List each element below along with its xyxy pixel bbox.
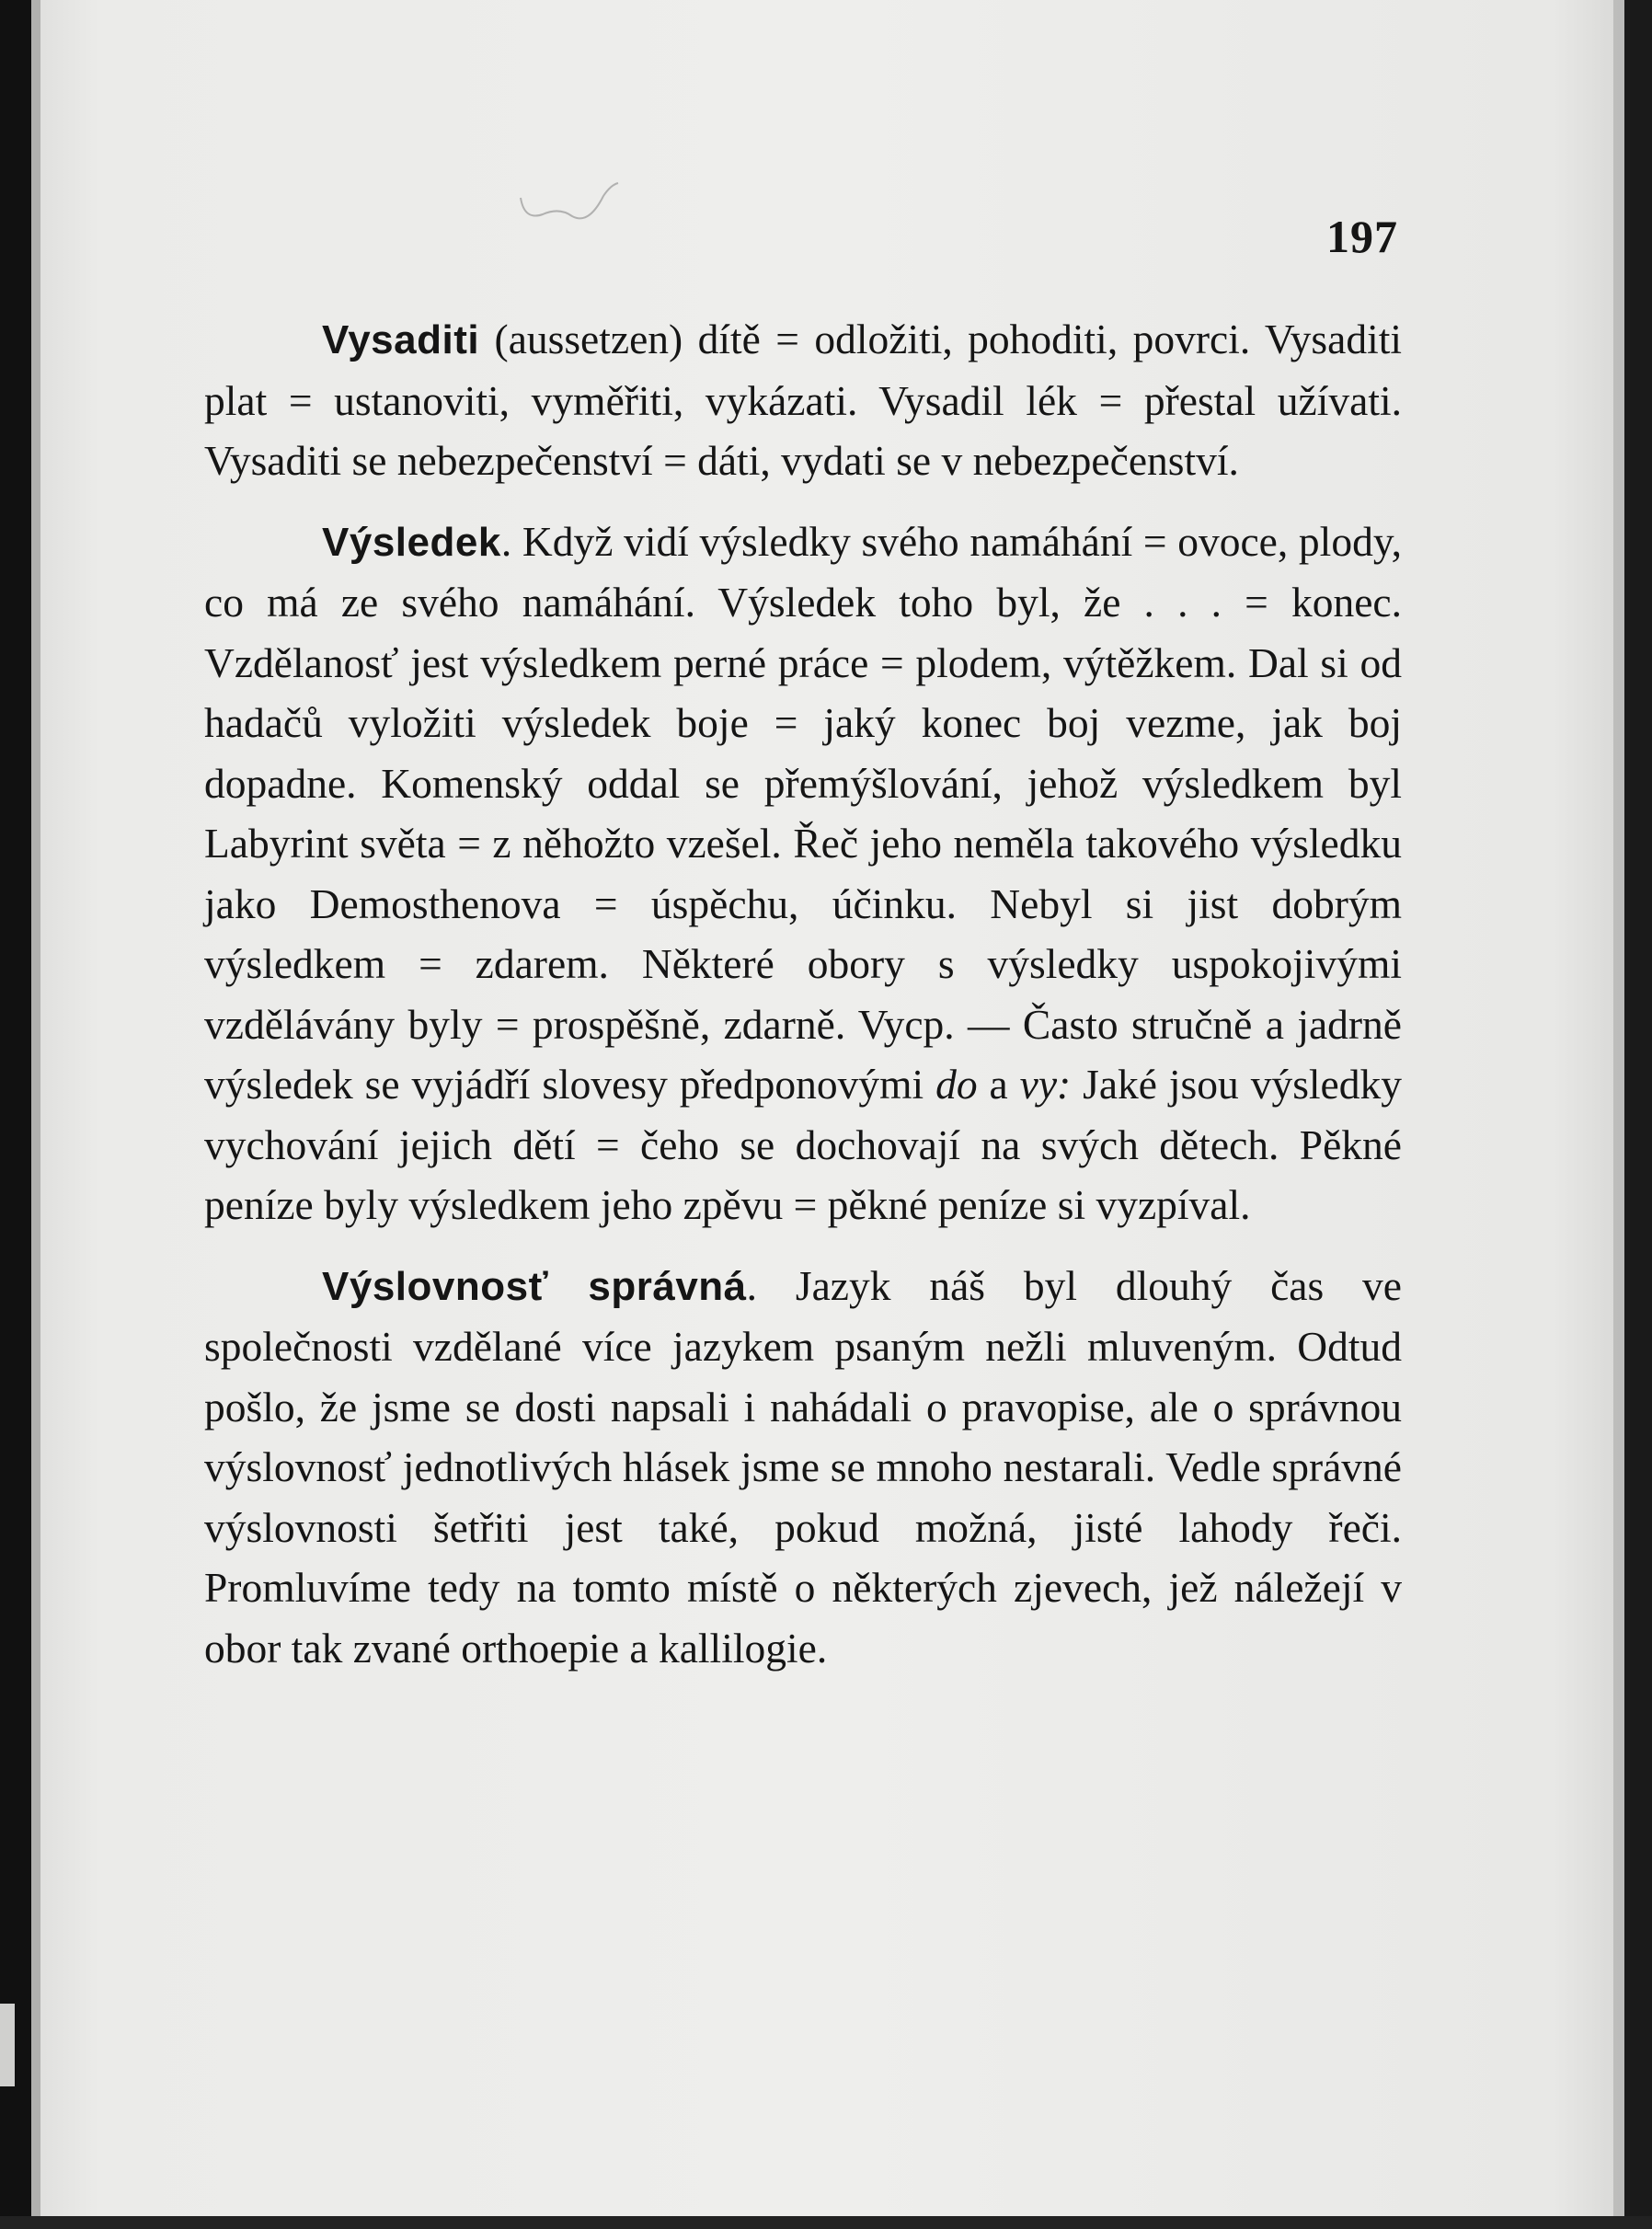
binding-shadow-left: [0, 0, 31, 2229]
page-tab-marker: [0, 2001, 15, 2089]
binding-gradient-left: [31, 0, 40, 2229]
entry-text: (aussetzen) dítě = odložiti, pohoditi, povrci. Vysaditi plat = ustanoviti, vyměřiti, vykázati. Vysadil lék = přestal užívati. Vysaditi se nebezpečenství = dáti, vydati se v nebezpečenství.: [204, 316, 1402, 484]
entry-vysaditi: [204, 309, 1402, 491]
italic-prefix-vy: vy:: [1019, 1061, 1072, 1108]
pencil-smudge: [515, 170, 644, 235]
entry-text-joiner: a: [977, 1061, 1020, 1108]
page-gradient-right: [1613, 0, 1624, 2229]
entry-text: . Jazyk náš byl dlouhý čas ve společnosti vzdělané více jazykem psaným nežli mluveným. Odtud pošlo, že jsme se dosti napsali i nahádali o pravopise, ale o správnou výslovnosť jednotlivých hlásek jsme se mnoho nestarali. Vedle správné výslovnosti šetřiti jest také, pokud možná, jisté lahody řeči. Promluvíme tedy na tomto místě o některých zjevech, jež náležejí v obor tak zvané orthoepie a kallilogie.: [204, 1261, 1402, 1672]
italic-prefix-do: do: [935, 1061, 978, 1108]
headword: Výsledek: [322, 519, 501, 565]
entry-vyslovnost: [204, 1256, 1402, 1679]
entry-text-end: Jaké jsou výsledky vychování jejich dětí = čeho se dochovají na svých dětech. Pěkné peníze byly výsledkem jeho zpěvu = pěkné peníze si vyzpíval.: [204, 1061, 1402, 1228]
page-edge-right: [1624, 0, 1652, 2229]
entry-text: . Když vidí výsledky svého namáhání = ovoce, plody, co má ze svého namáhání. Výsledek toho byl, že . . . = konec. Vzdělanosť jest výsledkem perné práce = plodem, výtěžkem. Dal si od hadačů vyložiti výsledek boje = jaký konec boj vezme, jak boj dopadne. Komenský oddal se přemýšlování, jehož výsledkem byl Labyrint světa = z něhožto vzešel. Řeč jeho neměla takového výsledku jako Demosthenova = úspěchu, účinku. Nebyl si jist dobrým výsledkem = zdarem. Některé obory s výsledky uspokojivými vzdělávány byly = prospěšně, zdarně. Vycp. — Často stručně a jadrně výsledek se vyjádří slovesy předponovými: [204, 517, 1402, 1108]
headword: Vysaditi: [322, 317, 480, 362]
entry-vysledek: [204, 511, 1402, 1235]
page-number: 197: [1326, 211, 1398, 262]
headword: Výslovnosť správná: [322, 1263, 747, 1309]
dictionary-body: [204, 309, 1402, 1678]
page-edge-bottom: [0, 2216, 1652, 2229]
